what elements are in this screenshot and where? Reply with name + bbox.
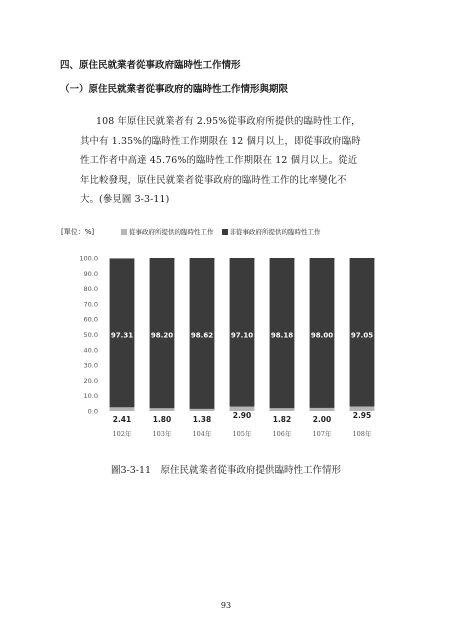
bar-gov (190, 409, 215, 411)
data-label-nongov: 98.62 (190, 331, 214, 340)
paragraph-line: 年比較發現，原住民就業者從事政府的臨時性工作的比率變化不 (80, 174, 347, 186)
x-tick-label: 102年 (112, 430, 132, 438)
section-heading: 四、原住民就業者從事政府臨時性工作情形 (60, 60, 241, 71)
y-tick-label: 10.0 (83, 392, 98, 401)
paragraph-line: 性工作者中高達 45.76%的臨時性工作期限在 12 個月以上。從近 (80, 155, 358, 166)
data-label-nongov: 98.20 (150, 331, 174, 340)
data-label-gov: 2.90 (232, 411, 252, 420)
y-tick-label: 20.0 (83, 376, 98, 385)
paragraph-line: 其中有 1.35%的臨時性工作期限在 12 個月以上，即從事政府臨時 (80, 135, 361, 147)
x-tick-label: 108年 (352, 430, 372, 438)
data-label-gov: 1.38 (192, 415, 212, 424)
legend-label-nongov: 非從事政府所提供的臨時性工作 (229, 228, 321, 236)
data-label-nongov: 97.05 (350, 331, 374, 340)
data-label-nongov: 97.31 (110, 331, 134, 340)
y-tick-label: 50.0 (83, 331, 98, 339)
bar-gov (310, 408, 335, 411)
y-tick-label: 0.0 (87, 407, 98, 416)
data-label-nongov: 98.18 (270, 331, 294, 340)
data-label-gov: 1.82 (272, 415, 292, 424)
paragraph-line: 108 年原住民就業者有 2.95%從事政府所提供的臨時性工作， (96, 116, 361, 127)
paragraph-line: 大。(參見圖 3-3-11) (80, 194, 170, 205)
data-label-gov: 2.41 (112, 415, 132, 424)
x-tick-label: 103年 (152, 430, 172, 438)
y-tick-label: 100.0 (79, 254, 98, 263)
unit-label: [單位：%] (61, 228, 95, 236)
legend-label-gov: 從事政府所提供的臨時性工作 (129, 228, 214, 236)
y-tick-label: 70.0 (83, 300, 98, 309)
data-label-gov: 1.80 (152, 415, 172, 424)
x-tick-label: 105年 (232, 430, 252, 438)
data-label-gov: 2.95 (352, 411, 372, 420)
figure-caption: 圖3-3-11 原住民就業者從事政府提供臨時性工作情形 (110, 465, 342, 476)
y-tick-label: 30.0 (83, 361, 98, 370)
x-tick-label: 104年 (192, 430, 212, 438)
body-paragraph (80, 112, 390, 210)
data-label-nongov: 97.10 (230, 331, 254, 340)
y-tick-label: 90.0 (83, 269, 98, 278)
y-tick-label: 60.0 (83, 315, 98, 324)
data-label-nongov: 98.00 (310, 331, 334, 340)
chart-plot (58, 222, 388, 442)
bar-gov (110, 407, 135, 411)
data-label-gov: 2.00 (312, 415, 332, 424)
bar-gov (270, 408, 295, 411)
y-tick-label: 80.0 (83, 285, 98, 294)
subsection-heading: （一）原住民就業者從事政府的臨時性工作情形與期限 (60, 84, 289, 95)
stacked-bar-chart (58, 222, 388, 442)
x-tick-label: 107年 (312, 430, 332, 438)
page-number: 93 (220, 601, 232, 610)
x-tick-label: 106年 (272, 430, 292, 438)
bar-gov (150, 408, 175, 411)
y-tick-label: 40.0 (83, 346, 98, 355)
